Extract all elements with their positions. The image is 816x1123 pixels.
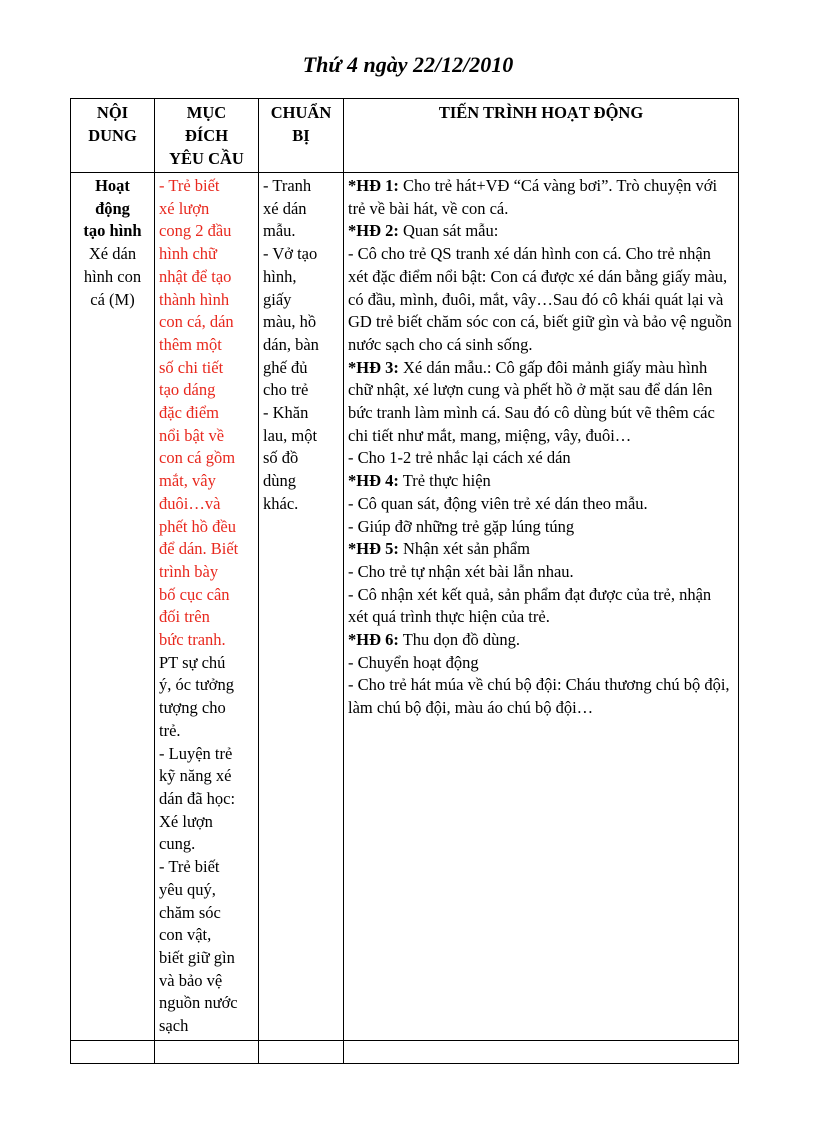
muc-dich-line: dán đã học: bbox=[159, 788, 236, 808]
activity-paragraph bbox=[348, 357, 734, 448]
activity-paragraph bbox=[348, 561, 734, 584]
muc-dich-red-line: trình bày bbox=[159, 561, 219, 581]
muc-dich-line: biết giữ gìn bbox=[159, 947, 235, 967]
muc-dich-red-line: phết hồ đều bbox=[159, 516, 236, 536]
muc-dich-line: sạch bbox=[159, 1016, 189, 1036]
page-title: Thứ 4 ngày 22/12/2010 bbox=[302, 52, 514, 77]
header-muc-dich-line: MỤC bbox=[186, 103, 227, 122]
noi-dung-title bbox=[75, 175, 150, 243]
lesson-plan-table bbox=[70, 98, 739, 1064]
noi-dung-title-line: động bbox=[95, 198, 130, 218]
muc-dich-red-line: bức tranh. bbox=[159, 630, 226, 650]
header-chuan-bi-line: BỊ bbox=[292, 126, 310, 145]
activity-paragraph bbox=[348, 470, 734, 493]
noi-dung-cell bbox=[71, 173, 155, 1041]
muc-dich-line: Xé lượn bbox=[159, 811, 213, 831]
tien-trinh-text bbox=[348, 175, 734, 720]
muc-dich-red-line: đuôi…và bbox=[159, 493, 221, 513]
tien-trinh-cell bbox=[344, 173, 739, 1041]
empty-cell bbox=[71, 1040, 155, 1063]
activity-label: *HĐ 3: bbox=[348, 357, 399, 377]
chuan-bi-line: số đồ bbox=[263, 448, 299, 468]
muc-dich-text bbox=[159, 652, 254, 1038]
noi-dung-body-line: Xé dán bbox=[88, 244, 137, 264]
muc-dich-red-line: bố cục cân bbox=[159, 584, 230, 604]
muc-dich-red-line: đối trên bbox=[159, 607, 210, 627]
activity-paragraph bbox=[348, 629, 734, 652]
muc-dich-line: con vật, bbox=[159, 925, 212, 945]
activity-text: - Cô nhận xét kết quả, sản phẩm đạt được của trẻ, nhận xét quá trình thực hiện của trẻ. bbox=[348, 584, 712, 627]
activity-paragraph bbox=[348, 493, 734, 516]
header-muc-dich-line: YÊU CẦU bbox=[169, 149, 244, 168]
muc-dich-red-line: con cá gồm bbox=[159, 448, 236, 468]
muc-dich-line: kỹ năng xé bbox=[159, 766, 232, 786]
activity-text: Xé dán mẫu.: Cô gấp đôi mảnh giấy màu hình chữ nhật, xé lượn cung và phết hồ ở mặt sau để dán lên bức tranh làm mình cá. Sau đó cô dùng bút vẽ thêm các chi tiết như mắt, mang, miệng, vây, đuôi… bbox=[348, 357, 715, 445]
muc-dich-red-line: tạo dáng bbox=[159, 380, 216, 400]
activity-paragraph bbox=[348, 652, 734, 675]
header-row bbox=[71, 99, 739, 173]
muc-dich-line: PT sự chú bbox=[159, 652, 226, 672]
activity-text: Quan sát mẫu: bbox=[398, 221, 499, 241]
muc-dich-line: - Luyện trẻ bbox=[159, 743, 233, 763]
chuan-bi-line: - Vở tạo bbox=[263, 244, 318, 264]
activity-text: - Giúp đỡ những trẻ gặp lúng túng bbox=[348, 516, 575, 536]
activity-text: Cho trẻ hát+VĐ “Cá vàng bơi”. Trò chuyện với trẻ về bài hát, về con cá. bbox=[348, 176, 718, 218]
chuan-bi-line: dán, bàn bbox=[263, 334, 319, 354]
empty-row bbox=[71, 1040, 739, 1063]
muc-dich-cell bbox=[155, 173, 259, 1041]
chuan-bi-line: dùng bbox=[263, 471, 296, 491]
noi-dung-title-line: tạo hình bbox=[83, 221, 142, 241]
muc-dich-line: và bảo vệ bbox=[159, 970, 223, 990]
activity-label: *HĐ 5: bbox=[348, 539, 399, 559]
activity-paragraph bbox=[348, 538, 734, 561]
noi-dung-body bbox=[75, 243, 150, 311]
activity-label: *HĐ 6: bbox=[348, 630, 399, 650]
activity-text: - Cho trẻ tự nhận xét bài lẫn nhau. bbox=[348, 561, 574, 581]
chuan-bi-line: lau, một bbox=[263, 425, 318, 445]
chuan-bi-line: ghế đủ bbox=[263, 357, 308, 377]
muc-dich-red-text bbox=[159, 175, 254, 652]
muc-dich-red-line: xé lượn bbox=[159, 198, 210, 218]
noi-dung-body-line: hình con bbox=[83, 266, 142, 286]
header-chuan-bi-line: CHUẨN bbox=[270, 103, 332, 122]
activity-text: Nhận xét sản phẩm bbox=[398, 539, 530, 559]
header-noi-dung bbox=[71, 99, 155, 173]
activity-text: - Cho trẻ hát múa về chú bộ đội: Cháu thương chú bộ đội, làm chú bộ đội, màu áo chú bộ đội… bbox=[348, 675, 730, 718]
muc-dich-red-line: nổi bật về bbox=[159, 425, 225, 445]
muc-dich-line: yêu quý, bbox=[159, 879, 216, 899]
muc-dich-line: - Trẻ biết bbox=[159, 857, 220, 877]
activity-paragraph bbox=[348, 516, 734, 539]
header-noi-dung-line: NỘI bbox=[96, 103, 129, 122]
activity-paragraph bbox=[348, 243, 734, 357]
muc-dich-line: ý, óc tưởng bbox=[159, 675, 234, 695]
muc-dich-red-line: nhật để tạo bbox=[159, 266, 232, 286]
empty-cell bbox=[344, 1040, 739, 1063]
chuan-bi-line: giấy bbox=[263, 289, 292, 309]
empty-cell bbox=[259, 1040, 344, 1063]
header-tien-trinh: TIẾN TRÌNH HOẠT ĐỘNG bbox=[344, 99, 739, 173]
activity-text: Thu dọn đồ dùng. bbox=[398, 630, 521, 650]
chuan-bi-line: hình, bbox=[263, 266, 297, 286]
muc-dich-line: cung. bbox=[159, 834, 196, 854]
muc-dich-red-line: mắt, vây bbox=[159, 471, 216, 491]
muc-dich-red-line: cong 2 đầu bbox=[159, 221, 232, 241]
muc-dich-red-line: để dán. Biết bbox=[159, 539, 239, 559]
empty-cell bbox=[155, 1040, 259, 1063]
header-noi-dung-line: DUNG bbox=[88, 126, 137, 145]
muc-dich-red-line: đặc điểm bbox=[159, 403, 220, 423]
noi-dung-body-line: cá (M) bbox=[90, 289, 135, 309]
activity-paragraph bbox=[348, 447, 734, 470]
activity-paragraph bbox=[348, 220, 734, 243]
header-muc-dich bbox=[155, 99, 259, 173]
muc-dich-red-line: - Trẻ biết bbox=[159, 176, 220, 195]
activity-paragraph bbox=[348, 674, 734, 719]
chuan-bi-line: mẫu. bbox=[263, 221, 296, 241]
header-chuan-bi bbox=[259, 99, 344, 173]
chuan-bi-line: - Khăn bbox=[263, 403, 309, 423]
muc-dich-line: tượng cho bbox=[159, 698, 226, 718]
muc-dich-line: nguồn nước bbox=[159, 993, 238, 1013]
chuan-bi-line: khác. bbox=[263, 493, 299, 513]
muc-dich-red-line: hình chữ bbox=[159, 244, 217, 264]
muc-dich-red-line: con cá, dán bbox=[159, 312, 234, 332]
content-row bbox=[71, 173, 739, 1041]
muc-dich-line: chăm sóc bbox=[159, 902, 221, 922]
activity-label: *HĐ 4: bbox=[348, 471, 399, 491]
activity-text: - Cho 1-2 trẻ nhắc lại cách xé dán bbox=[348, 448, 571, 468]
muc-dich-red-line: số chi tiết bbox=[159, 357, 224, 377]
chuan-bi-line: xé dán bbox=[263, 198, 307, 218]
chuan-bi-line: - Tranh bbox=[263, 176, 312, 195]
muc-dich-red-line: thành hình bbox=[159, 289, 230, 309]
chuan-bi-line: cho trẻ bbox=[263, 380, 309, 400]
chuan-bi-text bbox=[263, 175, 339, 516]
activity-text: - Cô cho trẻ QS tranh xé dán hình con cá. Cho trẻ nhận xét đặc điểm nổi bật: Con cá được xé dán bằng giấy màu, có đầu, mình, đuôi, mắt, vây…Sau đó cô khái quát lại và GD trẻ biết chăm sóc con cá, biết giữ gìn và bảo vệ nguồn nước sạch cho cá sinh sống. bbox=[348, 244, 732, 354]
chuan-bi-line: màu, hồ bbox=[263, 312, 317, 332]
chuan-bi-cell bbox=[259, 173, 344, 1041]
activity-text: - Cô quan sát, động viên trẻ xé dán theo mẫu. bbox=[348, 493, 648, 513]
activity-text: - Chuyển hoạt động bbox=[348, 652, 479, 672]
activity-label: *HĐ 1: bbox=[348, 176, 399, 195]
activity-paragraph bbox=[348, 175, 734, 220]
muc-dich-red-line: thêm một bbox=[159, 334, 222, 354]
activity-text: Trẻ thực hiện bbox=[398, 471, 491, 491]
activity-paragraph bbox=[348, 584, 734, 629]
muc-dich-line: trẻ. bbox=[159, 720, 181, 740]
header-muc-dich-line: ĐÍCH bbox=[184, 126, 229, 145]
noi-dung-title-line: Hoạt bbox=[95, 176, 130, 195]
activity-label: *HĐ 2: bbox=[348, 221, 399, 241]
